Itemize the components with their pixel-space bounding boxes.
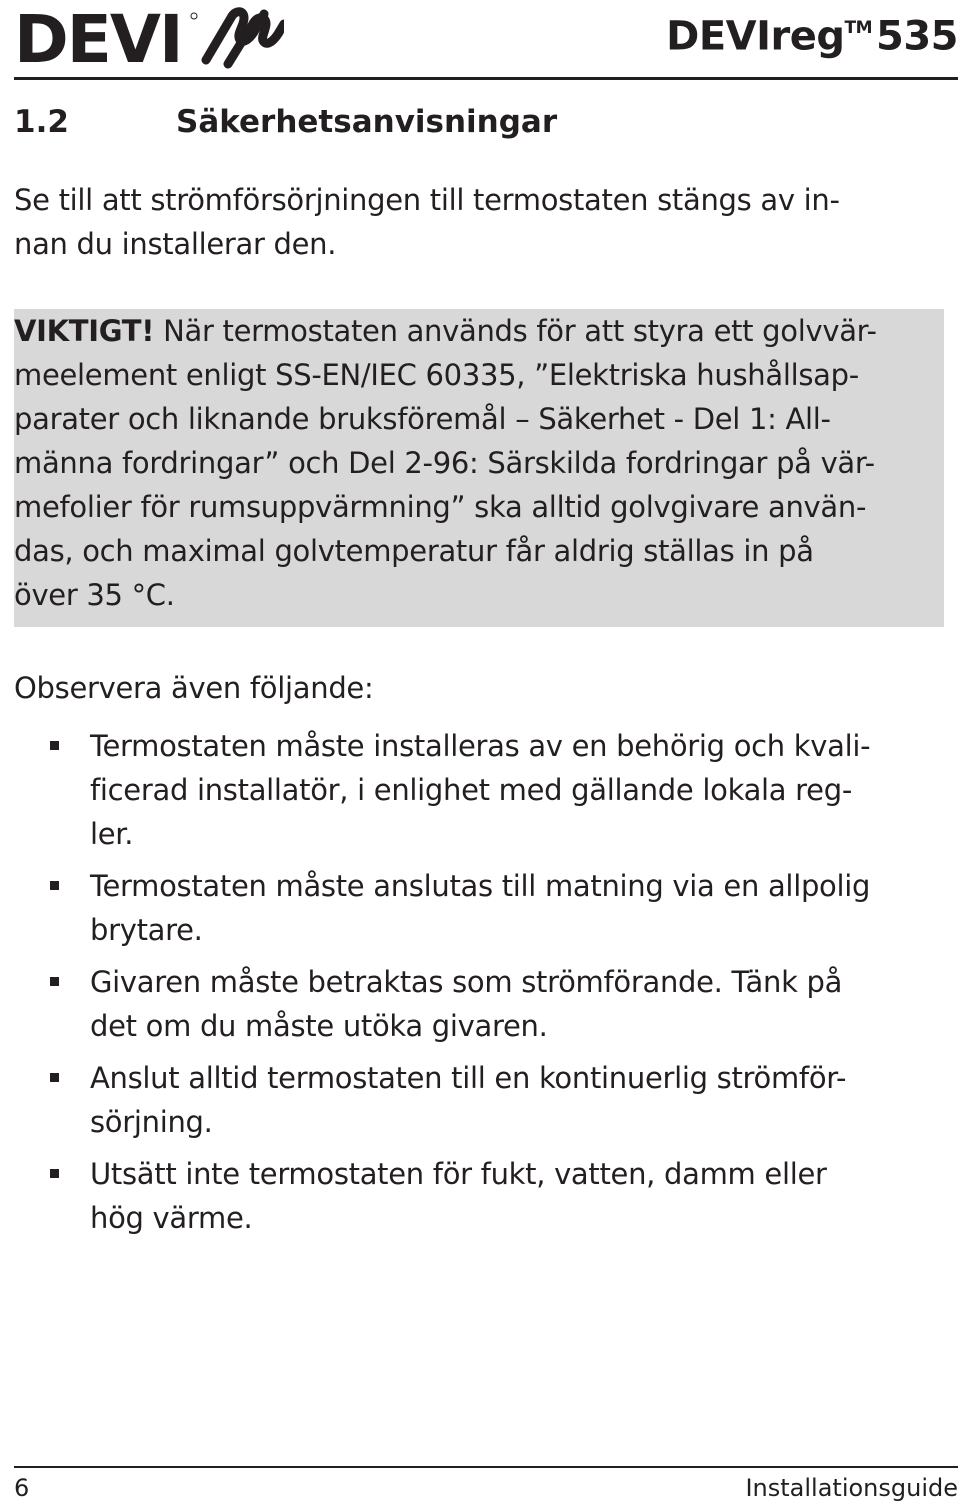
logo-wordmark: DEVI [14, 4, 182, 70]
warning-line: männa fordringar” och Del 2-96: Särskilda fordringar på vär- [14, 446, 875, 480]
square-bullet-icon [50, 881, 59, 890]
list-item-line: det om du måste utöka givaren. [90, 1009, 548, 1043]
footer-label: Installationsguide [745, 1474, 958, 1502]
list-item-line: Anslut alltid termostaten till en kontinuerlig strömför- [90, 1061, 847, 1095]
list-item [14, 724, 952, 856]
trademark-symbol: TM [844, 18, 872, 38]
model-number: 535 [876, 13, 958, 60]
warning-line [14, 309, 938, 353]
intro-line: Se till att strömförsörjningen till termostaten stängs av in- [14, 183, 840, 217]
requirements-list [14, 724, 954, 1248]
devi-wave-mark-icon [206, 12, 284, 64]
square-bullet-icon [50, 1073, 59, 1082]
list-item-line: brytare. [90, 913, 203, 947]
list-item [14, 864, 952, 952]
product-name: DEVIreg [666, 13, 845, 60]
list-item-line: Termostaten måste anslutas till matning via en allpolig [90, 869, 871, 903]
intro-paragraph [14, 178, 934, 266]
square-bullet-icon [50, 977, 59, 986]
square-bullet-icon [50, 741, 59, 750]
list-item-line: hög värme. [90, 1201, 253, 1235]
registered-mark-icon [191, 13, 197, 19]
section-heading [14, 102, 944, 142]
list-item [14, 1152, 952, 1240]
warning-label: VIKTIGT! [14, 314, 155, 348]
page-header [14, 4, 958, 76]
devi-logo [14, 4, 284, 70]
warning-line: das, och maximal golvtemperatur får aldrig ställas in på [14, 534, 814, 568]
page-number: 6 [14, 1474, 30, 1502]
list-item [14, 1056, 952, 1144]
footer-divider [14, 1466, 958, 1468]
intro-line: nan du installerar den. [14, 227, 337, 261]
list-item [14, 960, 952, 1048]
warning-line: mefolier för rumsuppvärmning” ska alltid golvgivare använ- [14, 490, 867, 524]
warning-line-text: När termostaten används för att styra ett golvvär- [154, 314, 877, 348]
section-title: Säkerhetsanvisningar [176, 104, 558, 140]
list-item-line: Givaren måste betraktas som strömförande. Tänk på [90, 965, 843, 999]
list-item-line: ficerad installatör, i enlighet med gällande lokala reg- [90, 773, 852, 807]
section-number: 1.2 [14, 104, 69, 140]
header-divider [14, 77, 958, 80]
list-item-line: Termostaten måste installeras av en behörig och kvali- [90, 729, 871, 763]
observe-paragraph: Observera även följande: [14, 671, 374, 705]
square-bullet-icon [50, 1169, 59, 1178]
list-item-line: Utsätt inte termostaten för fukt, vatten, damm eller [90, 1157, 827, 1191]
warning-line: parater och liknande bruksföremål – Säkerhet - Del 1: All- [14, 402, 831, 436]
product-title [666, 6, 958, 60]
warning-text [14, 309, 944, 617]
list-item-line: ler. [90, 817, 134, 851]
list-item-line: sörjning. [90, 1105, 213, 1139]
warning-line: över 35 °C. [14, 578, 175, 612]
warning-box [14, 309, 944, 627]
warning-line: meelement enligt SS-EN/IEC 60335, ”Elektriska hushållsap- [14, 358, 859, 392]
